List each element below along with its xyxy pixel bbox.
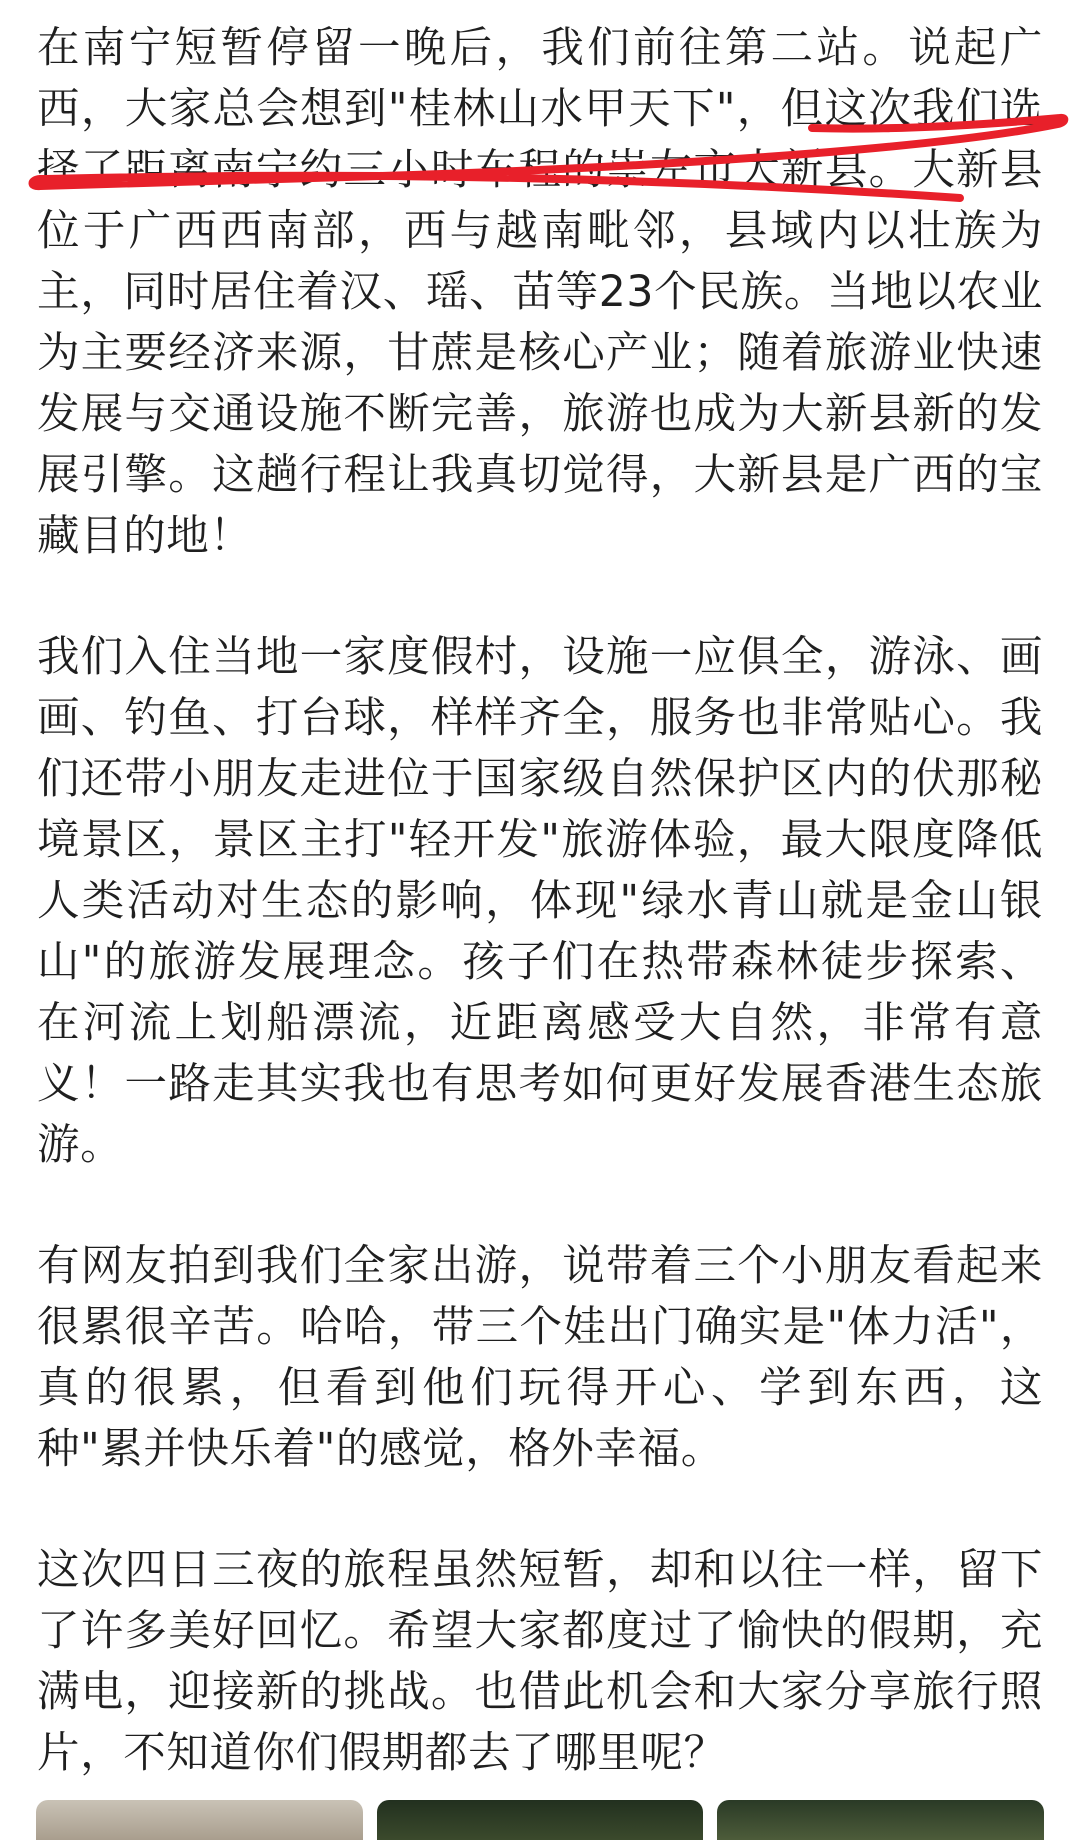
post-paragraph-2: 我们入住当地一家度假村，设施一应俱全，游泳、画画、钓鱼、打台球，样样齐全，服务也非常贴心。我们还带小朋友走进位于国家级自然保护区内的伏那秘境景区，景区主打"轻开发"旅游体验，最大限度降低人类活动对生态的影响，体现"绿水青山就是金山银山"的旅游发展理念。孩子们在热带森林徒步探索、在河流上划船漂流，近距离感受大自然，非常有意义！一路走其实我也有思考如何更好发展香港生态旅游。 — [37, 633, 1043, 1170]
post-paragraph-4: 这次四日三夜的旅程虽然短暂，却和以往一样，留下了许多美好回忆。希望大家都度过了愉快的假期，充满电，迎接新的挑战。也借此机会和大家分享旅行照片，不知道你们假期都去了哪里呢？ — [37, 1546, 1043, 1778]
photo-thumbnail-2[interactable] — [377, 1800, 704, 1840]
photo-thumbnail-1[interactable] — [36, 1800, 363, 1840]
post-body — [37, 18, 1043, 1784]
post-paragraph-3: 有网友拍到我们全家出游，说带着三个小朋友看起来很累很辛苦。哈哈，带三个娃出门确实是"体力活"，真的很累，但看到他们玩得开心、学到东西，这种"累并快乐着"的感觉，格外幸福。 — [37, 1242, 1043, 1474]
post-paragraph-1: 在南宁短暂停留一晚后，我们前往第二站。说起广西，大家总会想到"桂林山水甲天下"，但这次我们选择了距离南宁约三小时车程的崇左市大新县。大新县位于广西西南部，西与越南毗邻，县域内以壮族为主，同时居住着汉、瑶、苗等23个民族。当地以农业为主要经济来源，甘蔗是核心产业；随着旅游业快速发展与交通设施不断完善，旅游也成为大新县新的发展引擎。这趟行程让我真切觉得，大新县是广西的宝藏目的地！ — [37, 24, 1043, 561]
photo-gallery — [36, 1800, 1044, 1840]
photo-thumbnail-3[interactable] — [717, 1800, 1044, 1840]
